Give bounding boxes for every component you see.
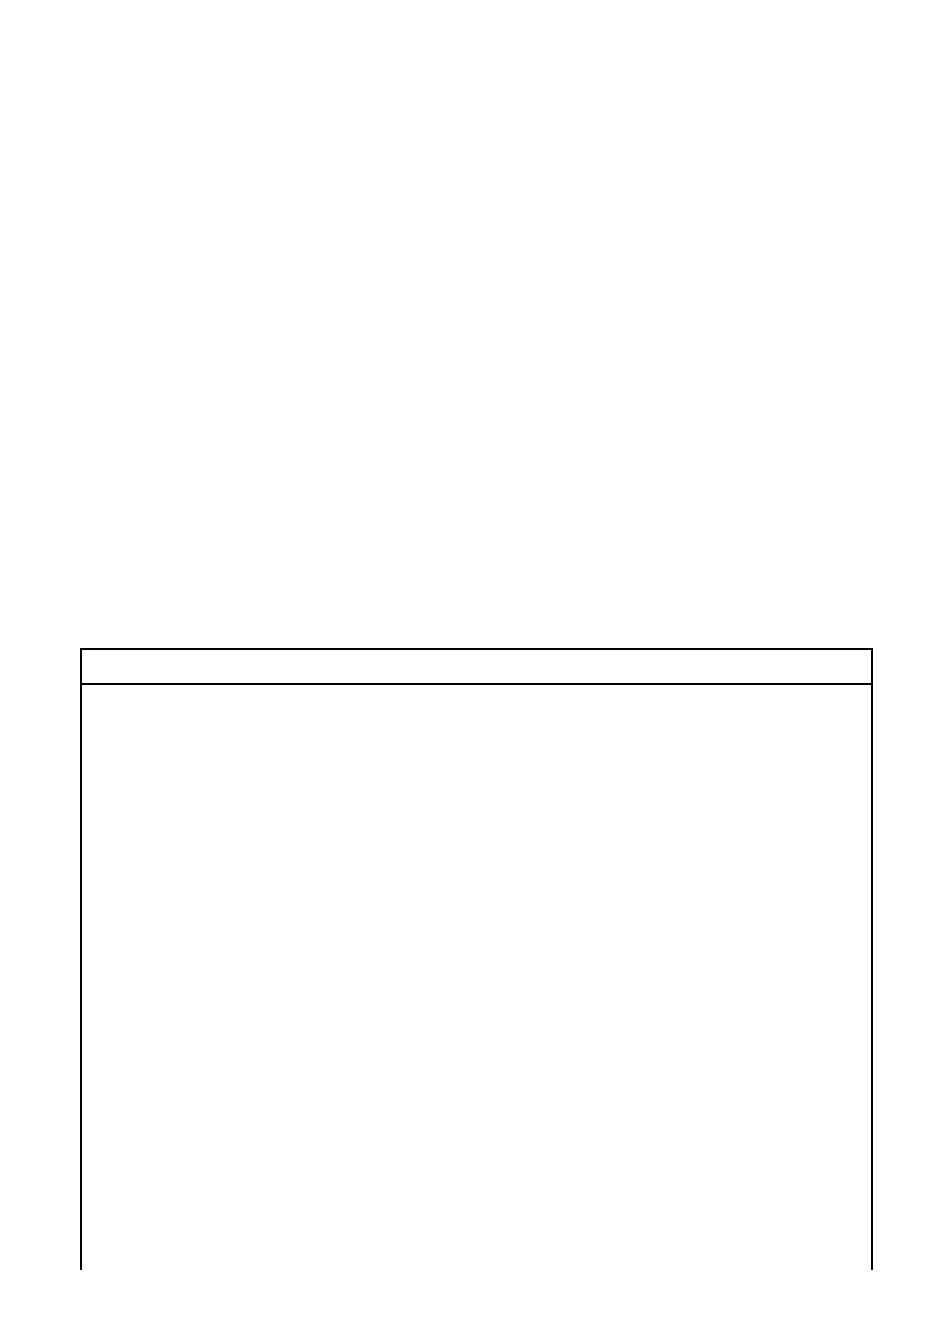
layout-box (80, 648, 873, 1270)
box-title (82, 650, 871, 685)
